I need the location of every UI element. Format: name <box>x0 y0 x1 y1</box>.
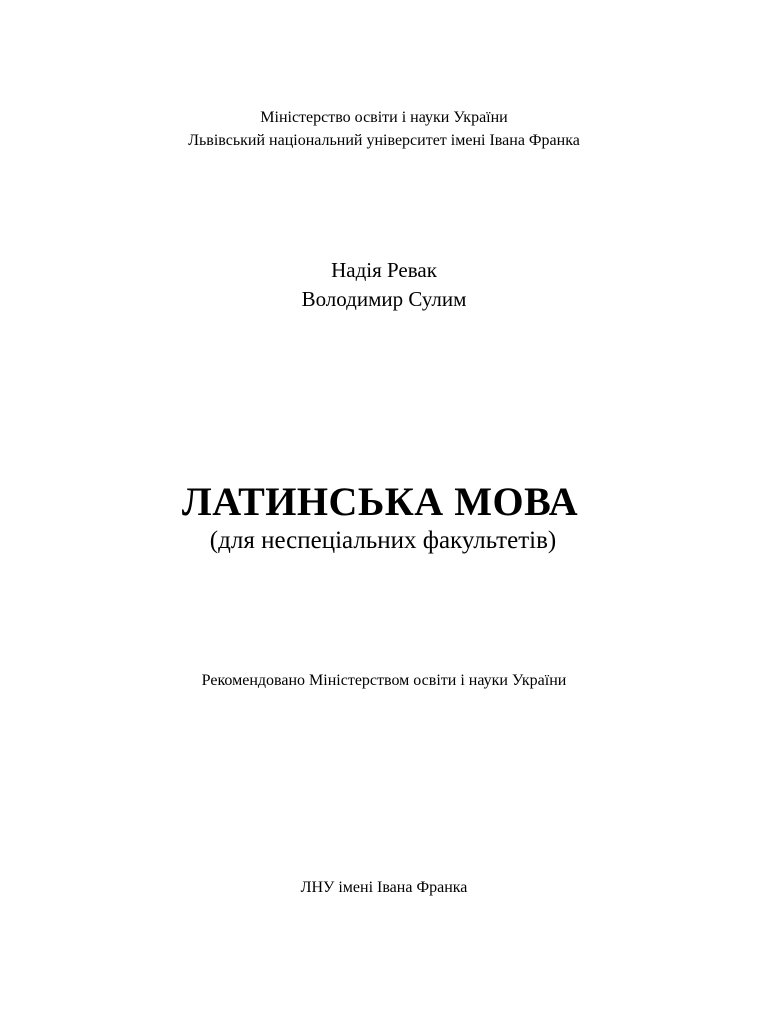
author-2: Володимир Сулим <box>301 287 467 311</box>
author-1: Надія Ревак <box>331 258 437 282</box>
university-line: Львівський національний університет імені Івана Франка <box>188 132 580 149</box>
book-subtitle: (для неспеціальних факультетів) <box>209 527 557 554</box>
recommendation-line: Рекомендовано Міністерством освіти і науки України <box>201 672 567 689</box>
publisher-line: ЛНУ імені Івана Франка <box>300 879 468 896</box>
ministry-line: Міністерство освіти і науки України <box>260 109 508 126</box>
book-title: ЛАТИНСЬКА МОВА <box>181 479 579 524</box>
